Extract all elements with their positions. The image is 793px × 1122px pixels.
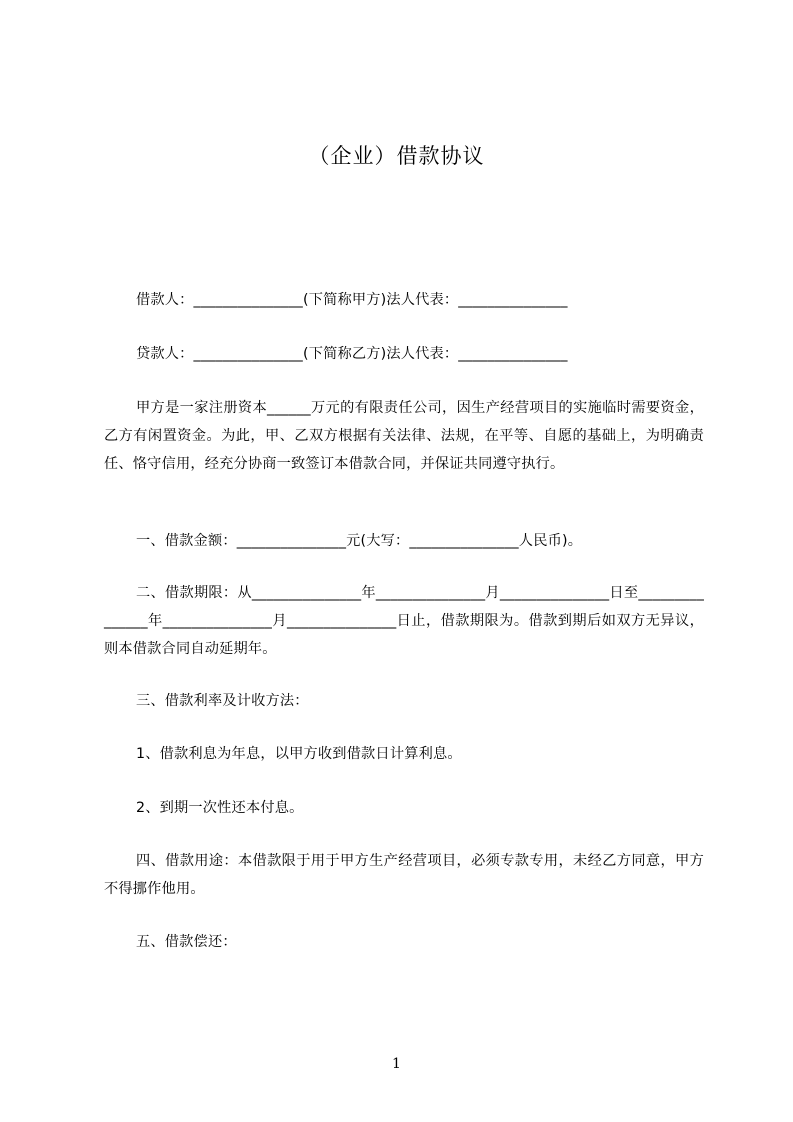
clause-loan-purpose: 四、借款用途：本借款限于用于甲方生产经营项目，必须专款专用，未经乙方同意，甲方不得挪作他用。 (104, 853, 704, 897)
clause-loan-amount: 一、借款金额：_______________元(大写：_______________人民币)。 (136, 533, 583, 549)
page-number: 1 (392, 1056, 401, 1072)
clause-interest-item-2: 2、到期一次性还本付息。 (136, 800, 304, 816)
borrower-line: 借款人：_______________(下简称甲方)法人代表：_______________ (136, 292, 568, 308)
preamble-paragraph: 甲方是一家注册资本______万元的有限责任公司，因生产经营项目的实施临时需要资金，乙方有闲置资金。为此，甲、乙双方根据有关法律、法规，在平等、自愿的基础上，为明确责任、恪守信用，经充分协商一致签订本借款合同，并保证共同遵守执行。 (104, 400, 704, 472)
document-title: （企业）借款协议 (308, 144, 485, 168)
clause-loan-term: 二、借款期限：从_______________年_______________月_______________日至_______________年_______________月_______________日止，借款期限为。借款到期后如双方无异议，则本借款合同自动延期年。 (104, 585, 704, 657)
clause-interest-heading: 三、借款利率及计收方法： (136, 693, 309, 709)
lender-line: 贷款人：_______________(下简称乙方)法人代表：_______________ (136, 346, 568, 362)
clause-repayment-heading: 五、借款偿还： (136, 934, 237, 950)
clause-interest-item-1: 1、借款利息为年息，以甲方收到借款日计算利息。 (136, 746, 462, 762)
